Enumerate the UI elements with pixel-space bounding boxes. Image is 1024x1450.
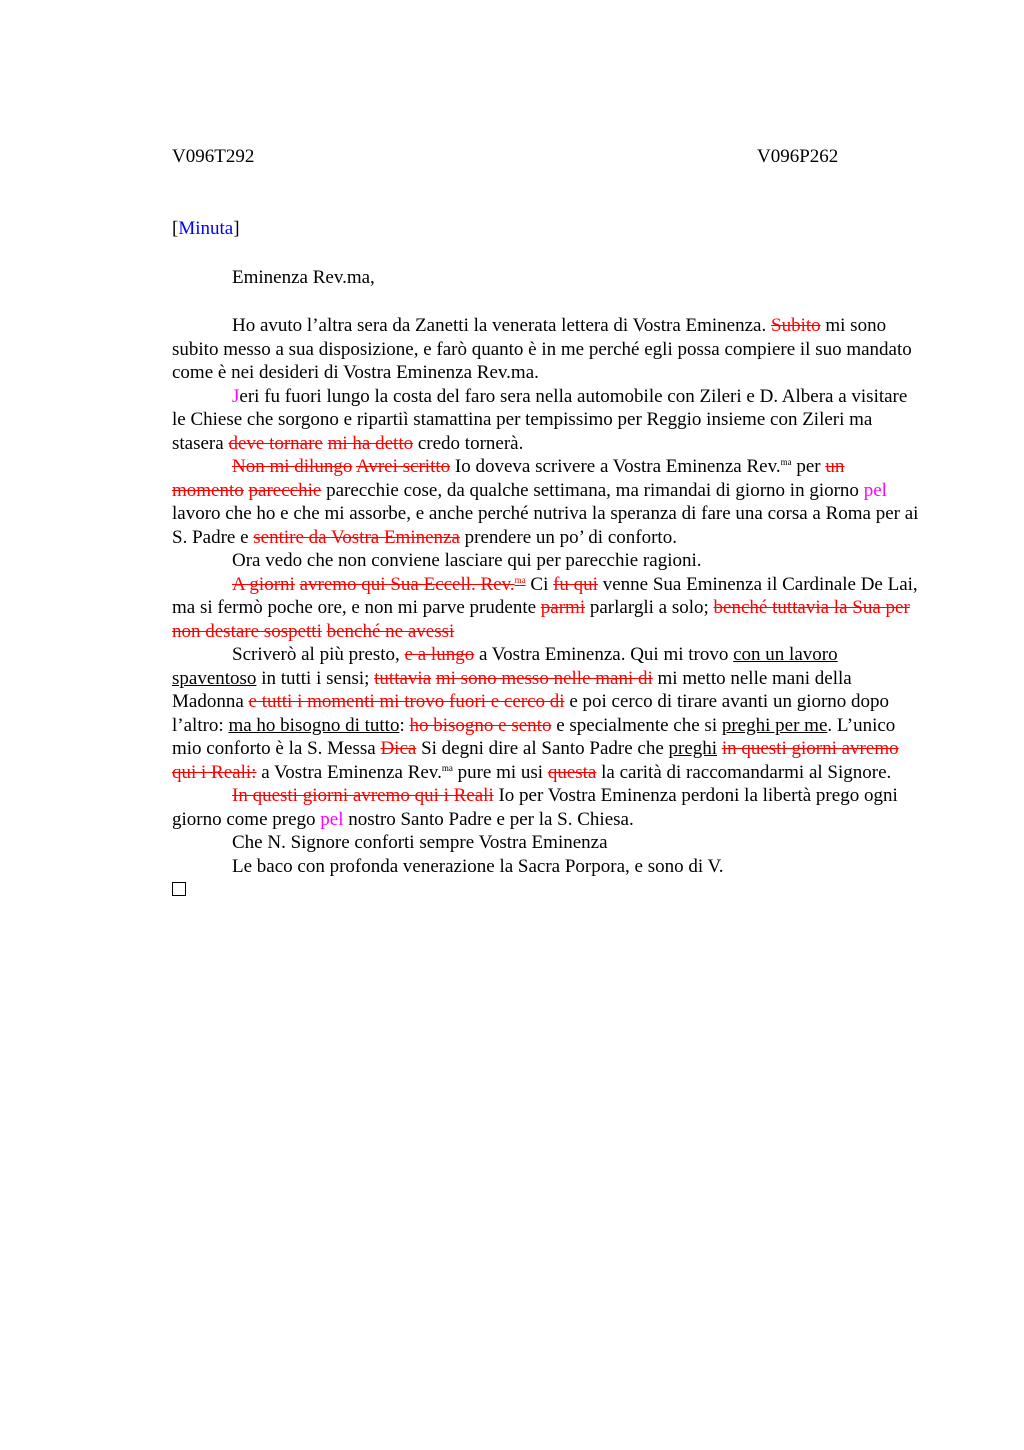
text-span: credo tornerà. <box>413 432 524 454</box>
deleted-text: Subito <box>771 315 821 336</box>
added-text: pel <box>320 808 344 830</box>
text-span: a Vostra Eminenza Rev. <box>256 761 442 783</box>
deleted-text: in questi giorni avremo qui i Reali: <box>172 738 899 783</box>
text-span: Si degni dire al Santo Padre che <box>416 738 669 759</box>
text-span: Le baco con profonda venerazione la Sacra Porpora, e sono di V. <box>232 855 724 877</box>
deleted-text: questa <box>547 761 597 783</box>
paragraph-2 <box>172 385 920 456</box>
text-span: . L’unico mio conforto è la S. Messa <box>172 714 896 759</box>
deleted-text: mi ha detto <box>327 432 414 454</box>
minuta-bracket-open: [ <box>172 218 179 239</box>
deleted-text: deve tornare <box>228 432 323 454</box>
square-icon <box>172 882 186 896</box>
paragraph-4 <box>172 549 920 573</box>
deleted-text: un momento <box>172 456 845 501</box>
deleted-text: sentire da Vostra Eminenza <box>253 526 460 548</box>
text-span: : <box>399 714 410 736</box>
text-span: la carità di raccomandarmi al Signore. <box>596 761 892 783</box>
text-span: Ho avuto l’altra sera da Zanetti la venerata lettera di Vostra Eminenza. <box>232 315 771 336</box>
deleted-text: A giorni <box>232 573 295 595</box>
underlined-text: con un lavoro spaventoso <box>172 644 838 689</box>
text-span: per <box>791 456 826 477</box>
added-text: pel <box>863 479 887 501</box>
deleted-text: Avrei scritto <box>356 456 451 477</box>
paragraph-8 <box>172 831 920 855</box>
deleted-text-inner: avremo qui Sua Eccell. Rev. <box>299 573 515 595</box>
deleted-text: In questi giorni avremo qui i Reali <box>232 785 494 806</box>
text-span: lavoro che ho e che mi assorbe, e anche perché nutriva la speranza di fare una corsa a Roma per ai S. Padre e <box>172 503 919 548</box>
underlined-text: preghi <box>668 738 718 759</box>
document-code-left: V096T292 <box>172 146 255 167</box>
deleted-text: ho bisogno e sento <box>409 714 552 736</box>
minuta-label-line <box>172 218 240 240</box>
paragraph-7 <box>172 784 920 831</box>
text-span: mi sono subito messo a sua disposizione, e farò quanto è in me perché egli possa compiere il suo mandato come è nei desideri di Vostra Eminenza Rev.ma. <box>172 315 912 383</box>
text-span: prendere un po’ di conforto. <box>459 526 677 548</box>
added-text: J <box>232 385 240 407</box>
deleted-text: Dica <box>380 738 417 759</box>
minuta-bracket-close: ] <box>233 218 240 239</box>
deleted-text: benché tuttavia la Sua per non destare sospetti <box>172 597 910 642</box>
end-box-icon <box>172 878 920 903</box>
deleted-text: parmi <box>540 597 586 618</box>
text-span: eri fu fuori lungo la costa del faro sera nella automobile con Zileri e D. Albera a visitare le Chiese che sorgono e ripartiì stamattina per tempissimo per Reggio insieme con Zileri ma stasera <box>172 385 908 454</box>
deleted-text: benché ne avessi <box>326 620 455 642</box>
text-span: parecchie cose, da qualche settimana, ma rimandai di giorno in giorno <box>321 479 864 501</box>
text-span: parlargli a solo; <box>585 597 714 618</box>
document-code-right: V096P262 <box>757 146 839 167</box>
document-header <box>172 146 920 170</box>
deleted-text: tuttavia <box>374 667 432 689</box>
salutation: Eminenza Rev.ma, <box>232 267 375 288</box>
deleted-text: Non mi dilungo <box>232 456 353 477</box>
deleted-text: parecchie <box>248 479 322 501</box>
underlined-text: ma ho bisogno di tutto <box>228 714 400 736</box>
text-span: Ora vedo che non conviene lasciare qui per parecchie ragioni. <box>232 550 702 571</box>
underlined-text: preghi per me <box>721 714 828 736</box>
paragraph-1 <box>172 314 920 385</box>
paragraph-6 <box>172 643 920 784</box>
deleted-text: e tutti i momenti mi trovo fuori e cerco di <box>248 691 565 712</box>
minuta-label: Minuta <box>178 218 234 239</box>
text-span: Io per Vostra Eminenza perdoni la libertà prego ogni giorno come prego <box>172 785 898 830</box>
deleted-text: mi sono messo nelle mani di <box>435 667 653 689</box>
text-span: Che N. Signore conforti sempre Vostra Eminenza <box>232 832 608 853</box>
superscript: ma <box>441 762 453 773</box>
text-span: pure mi usi <box>452 761 548 783</box>
text-span: a Vostra Eminenza. Qui mi trovo <box>474 644 734 665</box>
text-span: Ci <box>525 573 554 595</box>
deleted-text <box>300 574 526 595</box>
paragraph-3 <box>172 455 920 549</box>
deleted-text: e a lungo <box>404 644 475 665</box>
text-span: Io doveva scrivere a Vostra Eminenza Rev. <box>450 456 781 477</box>
deleted-text: fu qui <box>553 573 598 595</box>
paragraph-9 <box>172 855 920 879</box>
superscript: ma <box>780 457 792 467</box>
text-span: nostro Santo Padre e per la S. Chiesa. <box>343 808 634 830</box>
letter-body <box>172 314 920 903</box>
paragraph-5 <box>172 573 920 644</box>
superscript: ma <box>514 574 526 585</box>
text-span: e poi cerco di tirare avanti un giorno dopo l’altro: <box>172 691 890 736</box>
text-span: venne Sua Eminenza il Cardinale De Lai, ma si fermò poche ore, e non mi parve prudente <box>172 573 918 618</box>
text-span: Scriverò al più presto, <box>232 644 405 665</box>
text-span: in tutti i sensi; <box>256 667 375 689</box>
text-span: e specialmente che si <box>551 714 722 736</box>
text-span: mi metto nelle mani della Madonna <box>172 667 852 712</box>
